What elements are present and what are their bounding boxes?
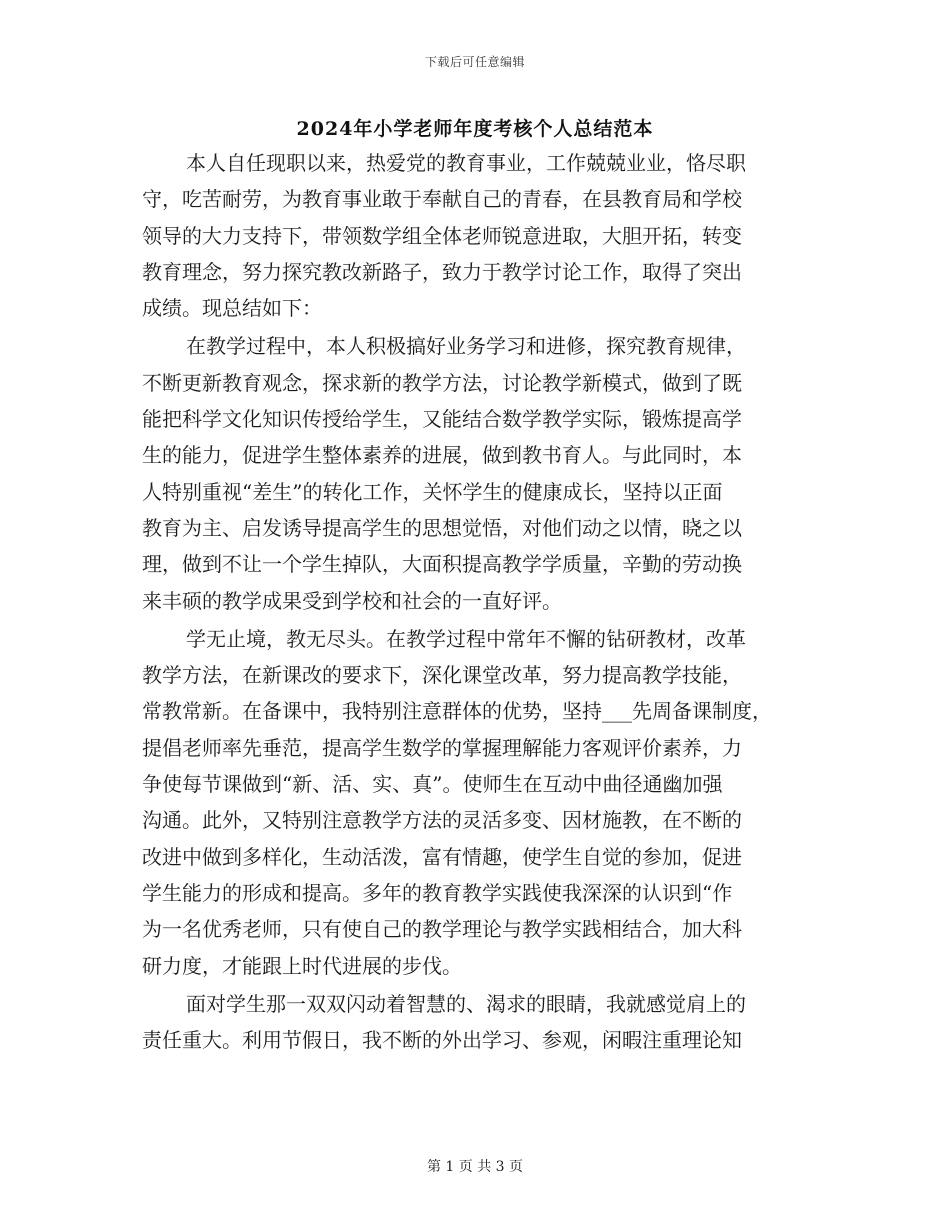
paragraph-3-line-10: 研力度，才能跟上时代进展的步伐。	[142, 953, 462, 978]
paragraph-2-line-1: 在教学过程中，本人积极搞好业务学习和进修，探究教育规律，	[186, 334, 746, 359]
paragraph-1-line-4: 教育理念，努力探究教改新路子，致力于教学讨论工作，取得了突出	[142, 259, 742, 284]
paragraph-3-line-3: 常教常新。在备课中，我特别注意群体的优势，坚持___先周备课制度，	[142, 699, 772, 724]
paragraph-4-line-1: 面对学生那一双双闪动着智慧的、渴求的眼睛，我就感觉肩上的	[186, 991, 746, 1016]
paragraph-1-line-1: 本人自任现职以来，热爱党的教育事业，工作兢兢业业，恪尽职	[186, 151, 746, 175]
paragraph-2-line-2: 不断更新教育观念，探求新的教学方法，讨论教学新模式，做到了既	[142, 370, 742, 395]
paragraph-3-line-1: 学无止境，教无尽头。在教学过程中常年不懈的钻研教材，改革	[186, 626, 746, 651]
paragraph-2-line-8: 来丰硕的教学成果受到学校和社会的一直好评。	[142, 588, 562, 613]
paragraph-1-line-3: 领导的大力支持下，带领数学组全体老师锐意进取，大胆开拓，转变	[142, 223, 742, 248]
paragraph-3-line-5: 争使每节课做到“新、活、实、真”。使师生在互动中曲径通幽加强	[142, 772, 723, 797]
paragraph-3-line-2: 教学方法，在新课改的要求下，深化课堂改革，努力提高教学技能，	[142, 663, 742, 688]
page-header-note: 下载后可任意编辑	[424, 55, 525, 69]
paragraph-3-line-8: 学生能力的形成和提高。多年的教育教学实践使我深深的认识到“作	[142, 880, 733, 905]
paragraph-2-line-4: 生的能力，促进学生整体素养的进展，做到教书育人。与此同时，本	[142, 443, 742, 468]
paragraph-2-line-5: 人特别重视“差生”的转化工作，关怀学生的健康成长，坚持以正面	[142, 479, 723, 504]
paragraph-1-line-2: 守，吃苦耐劳，为教育事业敢于奉献自己的青春，在县教育局和学校	[142, 187, 742, 212]
paragraph-3-line-9: 为一名优秀老师，只有使自己的教学理论与教学实践相结合，加大科	[142, 917, 742, 942]
document-title: 2024年小学老师年度考核个人总结范本	[296, 118, 654, 140]
paragraph-3-line-4: 提倡老师率先垂范，提高学生数学的掌握理解能力客观评价素养，力	[142, 735, 742, 760]
page-number: 第 1 页 共 3 页	[426, 1159, 524, 1175]
paragraph-1-line-5: 成绩。现总结如下：	[142, 296, 322, 321]
document-body	[142, 145, 808, 1058]
paragraph-2-line-3: 能把科学文化知识传授给学生，又能结合数学教学实际，锻炼提高学	[142, 407, 742, 432]
paragraph-2-line-7: 理，做到不让一个学生掉队，大面积提高教学学质量，辛勤的劳动换	[142, 552, 742, 577]
paragraph-3-line-6: 沟通。此外，又特别注意教学方法的灵活多变、因材施教，在不断的	[142, 808, 742, 833]
paragraph-3-line-7: 改进中做到多样化，生动活泼，富有情趣，使学生自觉的参加，促进	[142, 844, 742, 869]
paragraph-4-line-2: 责任重大。利用节假日，我不断的外出学习、参观，闲暇注重理论知	[142, 1028, 742, 1053]
paragraph-2-line-6: 教育为主、启发诱导提高学生的思想觉悟，对他们动之以情，晓之以	[142, 515, 742, 540]
